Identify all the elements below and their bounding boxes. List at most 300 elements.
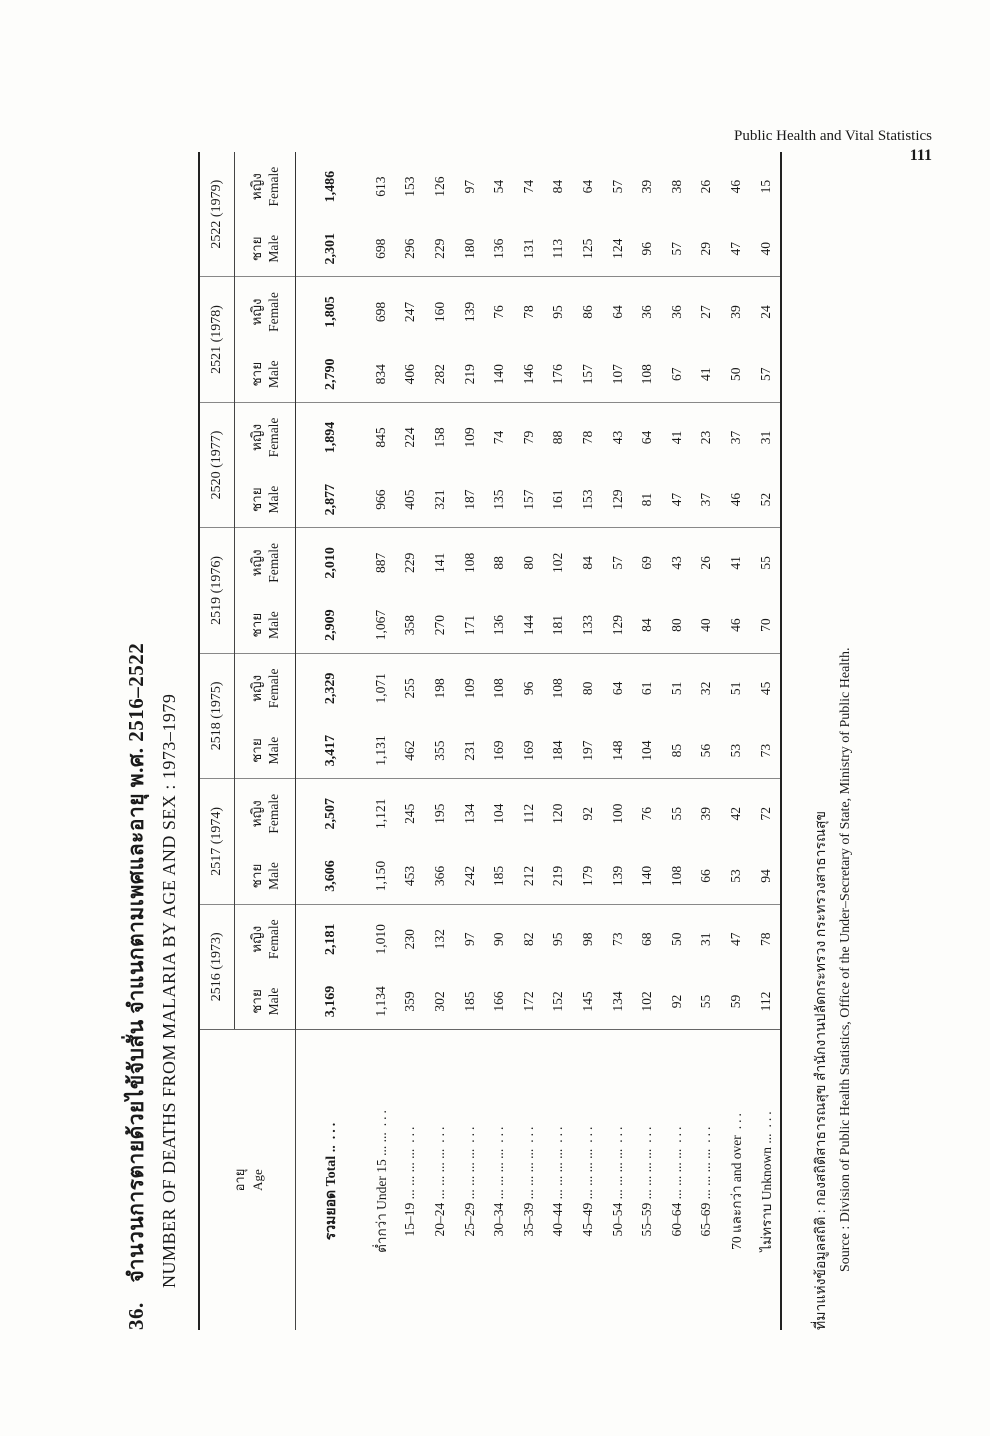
table-cell: 102: [550, 552, 566, 574]
table-cell: 112: [520, 803, 536, 824]
leader-dots: ...: [461, 1123, 477, 1143]
table-cell: 406: [396, 347, 426, 403]
table-cell: 69: [639, 556, 655, 570]
table-cell: 27: [698, 305, 714, 319]
table-cell: 78: [520, 305, 536, 319]
table-cell: 2,790: [296, 347, 367, 403]
table-cell: 29: [692, 221, 722, 277]
age-group-text: 70 และกว่า and over: [728, 1135, 744, 1250]
male-header: [235, 848, 296, 904]
female-header: [235, 528, 296, 598]
female-header-thai: หญิง: [249, 423, 264, 451]
table-cell: 129: [603, 472, 633, 528]
running-title: Public Health and Vital Statistics: [734, 128, 932, 144]
table-cell: 56: [692, 723, 722, 779]
table-cell: 231: [455, 723, 485, 779]
leader-dots: ...: [431, 1123, 447, 1143]
table-cell: 31: [751, 402, 782, 472]
table-cell: 76: [639, 807, 655, 821]
table-cell: 129: [603, 598, 633, 654]
table-cell: 74: [491, 430, 507, 445]
table-cell: 90: [491, 932, 507, 946]
table-cell: 136: [484, 598, 514, 654]
table-cell: 230: [402, 929, 418, 950]
table-cell: 131: [514, 221, 544, 277]
age-group-label: [662, 1030, 692, 1331]
table-cell: 45: [751, 653, 782, 723]
table-cell: 50: [721, 347, 751, 403]
table-cell: 37: [727, 430, 743, 445]
table-cell: 43: [609, 430, 625, 445]
table-cell: 61: [639, 681, 655, 696]
table-cell: 1,010: [372, 924, 388, 955]
table-cell: 229: [402, 552, 418, 574]
table-cell: 64: [609, 305, 625, 319]
table-cell: 108: [662, 848, 692, 904]
table-cell: 160: [431, 301, 447, 323]
table-row: [603, 152, 633, 1330]
table-row: [721, 152, 751, 1330]
table-cell: 1,150: [366, 848, 396, 904]
table-cell: 302: [425, 974, 455, 1030]
table-cell: 64: [579, 179, 595, 194]
age-group-label: [425, 1030, 455, 1331]
table-cell: 698: [366, 221, 396, 277]
table-cell: 50: [668, 932, 684, 946]
age-group-label: [603, 1030, 633, 1331]
table-cell: 107: [603, 347, 633, 403]
table-cell: 139: [461, 301, 477, 323]
table-cell: 53: [721, 723, 751, 779]
table-cell: 86: [579, 305, 595, 319]
table-cell: 57: [751, 347, 782, 403]
table-cell: 72: [751, 779, 782, 849]
table-cell: 153: [573, 472, 603, 528]
age-column-header: [199, 1030, 296, 1331]
table-cell: 124: [603, 221, 633, 277]
table-cell: 187: [455, 472, 485, 528]
table-cell: 108: [491, 678, 507, 699]
table-cell: 212: [514, 848, 544, 904]
male-header: [235, 221, 296, 277]
table-title-thai: [120, 130, 153, 1330]
table-row: [544, 152, 574, 1330]
table-cell: 321: [425, 472, 455, 528]
year-header: 2518 (1975): [199, 653, 235, 778]
leader-dots: ...: [698, 1123, 714, 1143]
male-header-english: Male: [266, 360, 281, 389]
table-cell: 2,010: [323, 547, 338, 579]
table-cell: 153: [402, 176, 418, 197]
age-group-text: 60–64 ... ... ... ...: [668, 1148, 684, 1237]
page-number: 111: [909, 147, 932, 164]
male-header-english: Male: [266, 234, 281, 263]
table-cell: 1,131: [366, 723, 396, 779]
table-cell: 70: [751, 598, 782, 654]
table-cell: 282: [425, 347, 455, 403]
age-group-text: 50–54 ... ... ... ...: [609, 1148, 625, 1237]
male-header-english: Male: [266, 736, 281, 765]
table-cell: 161: [544, 472, 574, 528]
female-header-english: Female: [266, 919, 281, 960]
female-header: [235, 653, 296, 723]
female-header-english: Female: [266, 417, 281, 458]
table-cell: 181: [544, 598, 574, 654]
leader-dots: ...: [758, 1108, 774, 1128]
table-cell: 67: [662, 347, 692, 403]
age-group-label: [514, 1030, 544, 1331]
table-cell: 78: [751, 904, 782, 974]
table-cell: 2,329: [323, 672, 338, 705]
table-cell: 171: [455, 598, 485, 654]
age-group-text: 55–59 ... ... ... ...: [639, 1148, 655, 1237]
table-cell: 185: [484, 848, 514, 904]
table-cell: 92: [662, 974, 692, 1030]
table-cell: 108: [632, 347, 662, 403]
table-cell: 51: [727, 681, 743, 696]
table-row: [425, 152, 455, 1330]
male-header: [235, 347, 296, 403]
female-header-english: Female: [266, 793, 281, 834]
table-cell: 1,805: [323, 296, 338, 328]
age-group-text: 35–39 ... ... ... ...: [520, 1148, 536, 1237]
table-cell: 219: [455, 347, 485, 403]
table-cell: 109: [461, 678, 477, 699]
table-cell: 355: [425, 723, 455, 779]
male-header-english: Male: [266, 485, 281, 514]
table-cell: 55: [751, 528, 782, 598]
table-cell: 462: [396, 723, 426, 779]
age-group-text: 40–44 ... ... ... ...: [550, 1148, 566, 1237]
table-row: [692, 152, 722, 1330]
table-cell: 140: [484, 347, 514, 403]
table-cell: 42: [727, 807, 743, 821]
table-cell: 141: [431, 552, 447, 574]
table-cell: 3,417: [296, 723, 367, 779]
male-header-thai: ชาย: [249, 863, 264, 889]
table-cell: 47: [721, 221, 751, 277]
female-header-thai: หญิง: [249, 800, 264, 828]
age-group-label: [484, 1030, 514, 1331]
table-cell: 46: [721, 472, 751, 528]
table-cell: 40: [692, 598, 722, 654]
table-cell: 140: [632, 848, 662, 904]
table-cell: 79: [520, 430, 536, 445]
male-header-thai: ชาย: [249, 361, 264, 387]
year-header-row: [199, 152, 235, 1330]
table-cell: 158: [431, 427, 447, 448]
table-cell: 100: [609, 803, 625, 824]
table-cell: 1,067: [366, 598, 396, 654]
year-header: 2519 (1976): [199, 528, 235, 653]
table-row: [632, 152, 662, 1330]
age-group-text: รวมยอด Total ..: [324, 1145, 339, 1241]
source-thai: ที่มาแห่งข้อมูลสถิติ : กองสถิติสาธารณสุข สำนักงานปลัดกระทรวง กระทรวงสาธารณสุข: [814, 810, 829, 1330]
table-row: [296, 152, 367, 1330]
leader-dots: ...: [579, 1123, 595, 1143]
age-group-label: [455, 1030, 485, 1331]
table-cell: 2,877: [296, 472, 367, 528]
table-row: [662, 152, 692, 1330]
male-header-english: Male: [266, 611, 281, 639]
male-header: [235, 598, 296, 654]
leader-dots: ...: [324, 1119, 339, 1140]
table-cell: 2,181: [323, 923, 338, 955]
male-header: [235, 723, 296, 779]
year-header: 2516 (1973): [199, 904, 235, 1029]
table-cell: 41: [692, 347, 722, 403]
leader-dots: ...: [373, 1107, 389, 1127]
table-cell: 23: [698, 430, 714, 445]
female-header-english: Female: [266, 166, 281, 207]
table-cell: 198: [431, 678, 447, 699]
table-cell: 229: [425, 221, 455, 277]
age-group-label: [632, 1030, 662, 1331]
table-cell: 698: [372, 301, 388, 323]
table-cell: 358: [396, 598, 426, 654]
table-cell: 15: [751, 152, 782, 221]
year-header: 2520 (1977): [199, 402, 235, 527]
table-cell: 52: [751, 472, 782, 528]
table-cell: 180: [455, 221, 485, 277]
table-cell: 47: [727, 932, 743, 946]
table-cell: 185: [455, 974, 485, 1030]
table-cell: 102: [632, 974, 662, 1030]
table-cell: 82: [520, 932, 536, 946]
table-cell: 453: [396, 848, 426, 904]
table-row: [573, 152, 603, 1330]
table-cell: 132: [431, 929, 447, 950]
table-cell: 46: [727, 179, 743, 194]
table-cell: 76: [491, 305, 507, 319]
age-group-text: 45–49 ... ... ... ...: [579, 1148, 595, 1237]
table-row: [455, 152, 485, 1330]
table-cell: 104: [491, 803, 507, 824]
table-cell: 80: [662, 598, 692, 654]
female-header-thai: หญิง: [249, 925, 264, 953]
table-cell: 613: [372, 176, 388, 197]
age-group-label: [721, 1030, 751, 1331]
table-cell: 1,071: [372, 673, 388, 704]
table-cell: 78: [579, 430, 595, 445]
age-group-label: [544, 1030, 574, 1331]
table-cell: 97: [461, 932, 477, 946]
table-cell: 109: [461, 427, 477, 448]
table-cell: 184: [544, 723, 574, 779]
table-cell: 59: [721, 974, 751, 1030]
table-cell: 95: [550, 932, 566, 946]
age-group-text: 25–29 ... ... ... ...: [461, 1148, 477, 1237]
table-title-english: NUMBER OF DEATHS FROM MALARIA BY AGE AND SEX : 1973–1979: [159, 693, 179, 1288]
table-cell: 120: [550, 803, 566, 824]
table-cell: 36: [668, 305, 684, 319]
rotated-table-page: [120, 120, 880, 1360]
female-header-thai: หญิง: [249, 549, 264, 577]
table-cell: 97: [461, 179, 477, 194]
table-cell: 144: [514, 598, 544, 654]
male-header-thai: ชาย: [249, 989, 264, 1014]
table-cell: 73: [751, 723, 782, 779]
year-header: 2522 (1979): [199, 152, 235, 277]
male-header: [235, 974, 296, 1030]
table-cell: 169: [484, 723, 514, 779]
table-cell: 887: [372, 552, 388, 574]
table-cell: 834: [366, 347, 396, 403]
table-cell: 2,301: [296, 221, 367, 277]
male-header: [235, 472, 296, 528]
table-cell: 125: [573, 221, 603, 277]
table-cell: 96: [520, 681, 536, 696]
table-cell: 32: [698, 681, 714, 696]
female-header: [235, 152, 296, 221]
table-cell: 169: [514, 723, 544, 779]
table-cell: 96: [632, 221, 662, 277]
table-cell: 112: [751, 974, 782, 1030]
table-cell: 80: [520, 556, 536, 570]
table-cell: 95: [550, 305, 566, 319]
table-cell: 179: [573, 848, 603, 904]
female-header: [235, 277, 296, 347]
age-header-english: Age: [250, 1169, 265, 1191]
table-cell: 134: [603, 974, 633, 1030]
table-cell: 219: [544, 848, 574, 904]
table-cell: 1,486: [323, 170, 338, 203]
female-header-english: Female: [266, 292, 281, 332]
table-cell: 1,121: [372, 798, 388, 829]
source-english: Source : Division of Public Health Statistics, Office of the Under–Secretary of State, Ministry of Public Health.: [838, 647, 853, 1272]
table-cell: 31: [698, 932, 714, 946]
table-cell: 1,134: [366, 974, 396, 1030]
table-cell: 66: [692, 848, 722, 904]
table-cell: 245: [402, 803, 418, 824]
age-group-text: ต่ำกว่า Under 15 ... ...: [373, 1132, 389, 1253]
source-note: [810, 150, 854, 1330]
table-cell: 296: [396, 221, 426, 277]
table-cell: 94: [751, 848, 782, 904]
age-header-thai: อายุ: [232, 1168, 247, 1192]
male-header-english: Male: [266, 862, 281, 890]
table-cell: 966: [366, 472, 396, 528]
table-cell: 88: [491, 556, 507, 570]
age-group-label: [692, 1030, 722, 1331]
table-cell: 1,894: [323, 421, 338, 454]
table-cell: 195: [431, 803, 447, 824]
year-header: 2521 (1978): [199, 277, 235, 402]
age-group-text: ไม่ทราบ Unknown ...: [758, 1133, 774, 1252]
table-cell: 84: [579, 556, 595, 570]
age-group-label: [296, 1030, 367, 1331]
table-row: [366, 152, 396, 1330]
table-cell: 133: [573, 598, 603, 654]
table-cell: 136: [484, 221, 514, 277]
table-cell: 26: [698, 556, 714, 570]
table-cell: 55: [692, 974, 722, 1030]
table-cell: 2,909: [296, 598, 367, 654]
table-cell: 270: [425, 598, 455, 654]
table-cell: 64: [639, 430, 655, 445]
table-cell: 57: [662, 221, 692, 277]
table-cell: 80: [579, 681, 595, 696]
age-group-label: [396, 1030, 426, 1331]
table-cell: 37: [692, 472, 722, 528]
table-cell: 255: [402, 678, 418, 699]
age-group-text: 30–34 ... ... ... ...: [491, 1148, 507, 1237]
table-cell: 197: [573, 723, 603, 779]
table-cell: 366: [425, 848, 455, 904]
female-header-thai: หญิง: [249, 298, 264, 326]
table-cell: 242: [455, 848, 485, 904]
title-thai-text: จำนวนการตายด้วยไข้จับสั่น จำแนกตามเพศและอายุ พ.ศ. 2516–2522: [124, 642, 148, 1283]
table-cell: 38: [668, 179, 684, 194]
age-group-text: 15–19 ... ... ... ...: [402, 1148, 418, 1237]
table-cell: 74: [520, 179, 536, 194]
female-header: [235, 779, 296, 849]
table-cell: 405: [396, 472, 426, 528]
table-cell: 51: [668, 681, 684, 696]
leader-dots: ...: [639, 1123, 655, 1143]
table-cell: 26: [698, 179, 714, 194]
male-header-thai: ชาย: [249, 487, 264, 512]
table-cell: 224: [402, 427, 418, 448]
table-cell: 68: [639, 932, 655, 946]
table-cell: 53: [721, 848, 751, 904]
table-cell: 3,169: [296, 974, 367, 1030]
table-cell: 145: [573, 974, 603, 1030]
table-cell: 84: [550, 179, 566, 194]
female-header-english: Female: [266, 543, 281, 583]
malaria-deaths-table: [198, 152, 782, 1330]
male-header-thai: ชาย: [249, 612, 264, 638]
table-cell: 157: [514, 472, 544, 528]
table-cell: 176: [544, 347, 574, 403]
age-group-label: [751, 1030, 782, 1331]
age-group-label: [573, 1030, 603, 1331]
leader-dots: ...: [550, 1123, 566, 1143]
table-number: 36.: [124, 1302, 148, 1330]
table-cell: 54: [491, 179, 507, 194]
table-cell: 134: [461, 803, 477, 824]
female-header: [235, 402, 296, 472]
table-row: [751, 152, 782, 1330]
table-cell: 43: [668, 556, 684, 570]
male-header-thai: ชาย: [249, 236, 264, 262]
table-cell: 88: [550, 430, 566, 445]
age-group-text: 20–24 ... ... ... ...: [431, 1148, 447, 1237]
female-header: [235, 904, 296, 974]
table-cell: 64: [609, 681, 625, 696]
table-cell: 2,507: [323, 798, 338, 830]
table-cell: 172: [514, 974, 544, 1030]
table-cell: 146: [514, 347, 544, 403]
leader-dots: ...: [491, 1123, 507, 1143]
leader-dots: ...: [668, 1123, 684, 1143]
table-cell: 40: [751, 221, 782, 277]
table-cell: 135: [484, 472, 514, 528]
table-cell: 3,606: [296, 848, 367, 904]
table-cell: 157: [573, 347, 603, 403]
male-header-english: Male: [266, 987, 281, 1016]
table-cell: 359: [396, 974, 426, 1030]
leader-dots: ...: [520, 1123, 536, 1143]
table-cell: 113: [544, 221, 574, 277]
table-cell: 247: [402, 301, 418, 323]
table-cell: 39: [727, 305, 743, 319]
table-cell: 57: [609, 556, 625, 570]
age-group-label: [366, 1030, 396, 1331]
table-body: [296, 152, 782, 1330]
table-cell: 36: [639, 305, 655, 319]
table-cell: 92: [579, 807, 595, 821]
